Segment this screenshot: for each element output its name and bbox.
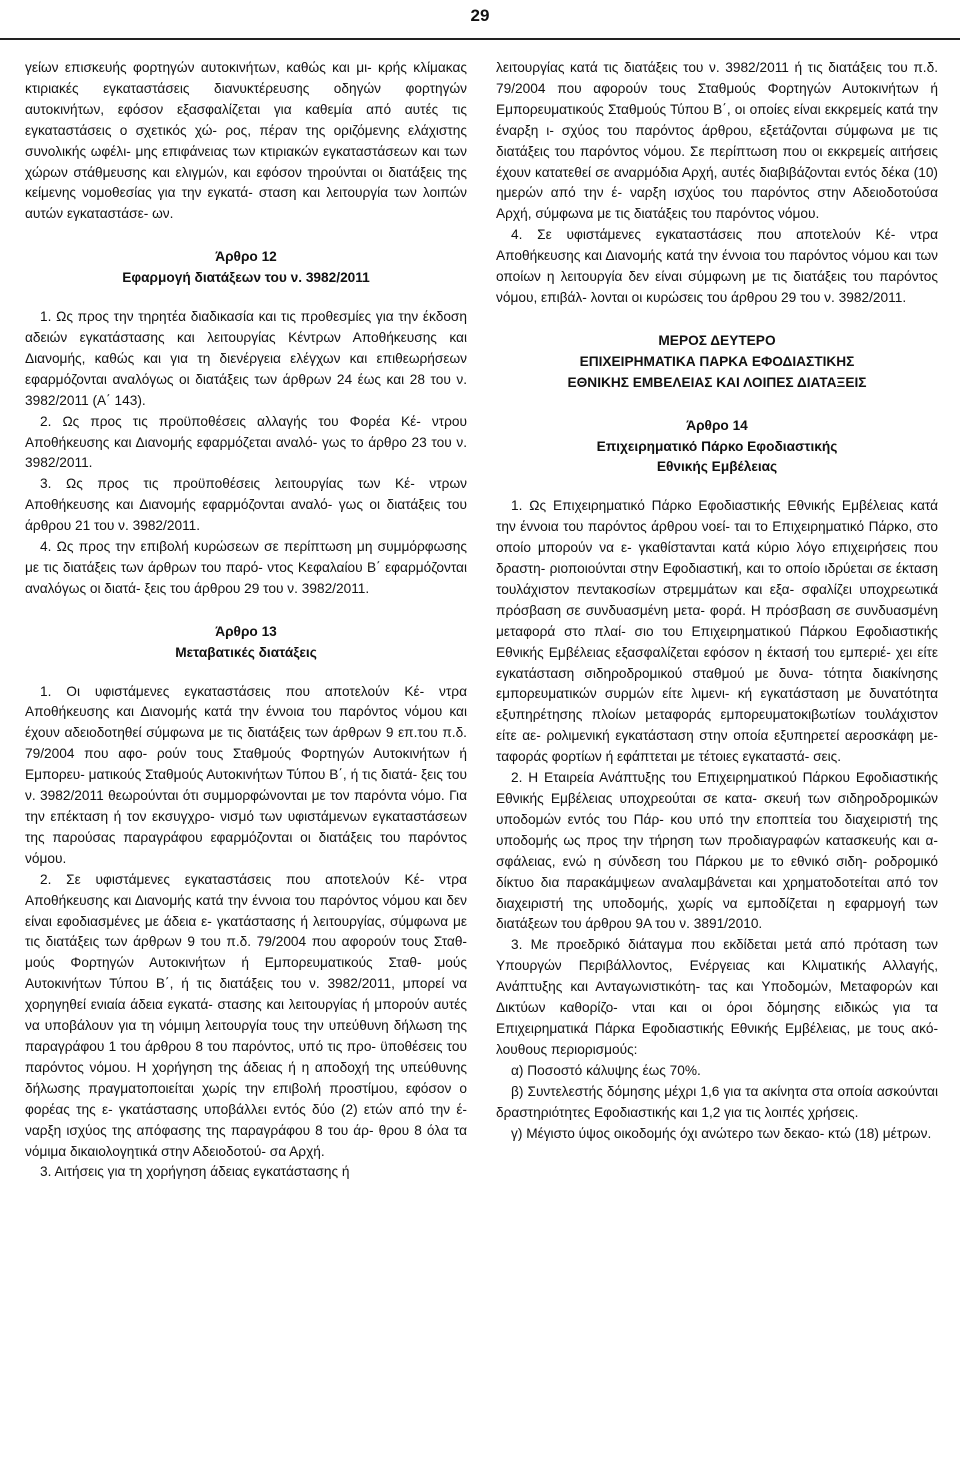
article-13-paragraph-2: 2. Σε υφιστάμενες εγκαταστάσεις που αποτελούν Κέ- ντρα Αποθήκευσης και Διανομής κατά την έννοια του παρόντος νόμου και δεν είναι εφοδιασμένες με άδεια ε- γκατάστασης ή λειτουργίας, σύμφωνα με τις διατάξεις των άρθρων 9 του π.δ. 79/2004 που αφορούν τους Σταθ- μούς Φορτηγών Αυτοκινήτων ή Εμπορευματικούς Σταθ- μούς Αυτοκινήτων Τύπου Β΄, ή τις διατάξεις του ν. 3982/2011, μπορεί να χορηγηθεί ενιαία άδεια εγκατά- στασης και λειτουργίας ή μπορούν αυτές να υποβάλουν για τη νόμιμη λειτουργία τους την υπεύθυνη δήλωση της παραγράφου 1 του άρθρου 8 του παρόντος, υπό τις προ- ϋποθέσεις του παρόντος νόμου. Η χορήγηση της άδειας ή η αποδοχή της υπεύθυνης δήλωσης πραγματοποιείται χωρίς την επιβολή προστίμου, εφόσον ο φορέας της ε- γκατάστασης υποβάλλει εντός δύο (2) ετών από την έ- ναρξη ισχύος της απόφασης της παραγράφου 8 του άρ- θρου 8 όλα τα νόμιμα δικαιολογητικά στην Αδειοδοτού- σα Αρχή. xyxy=(25,871,467,1159)
article-12-paragraph-3: 3. Ως προς τις προϋποθέσεις λειτουργίας των Κέ- ντρων Αποθήκευσης και Διανομής εφαρμόζονται αναλό- γως οι διατάξεις του άρθρου 21 του ν. 3982/2011. xyxy=(25,476,467,534)
page-header xyxy=(0,0,960,40)
right-column xyxy=(496,58,938,1144)
article-13-paragraph-1: 1. Οι υφιστάμενες εγκαταστάσεις που αποτελούν Κέ- ντρα Αποθήκευσης και Διανομής κατά την έννοια του παρόντος νόμου και έχουν αδειοδοτηθεί σύμφωνα με τις διατάξεις των άρθρων 9 επ.του π.δ. 79/2004 που αφο- ρούν τους Σταθμούς Φορτηγών Αυτοκινήτων ή Εμπορευ- ματικούς Σταθμούς Αυτοκινήτων Τύπου Β΄, ή τις διατά- ξεις του ν. 3982/2011 θεωρούνται ότι συμμορφώνονται με τον παρόντα νόμο. Για την επέκταση ή τον εκσυγχρο- νισμό των υφιστάμενων εγκαταστάσεων της παρούσας παραγράφου εφαρμόζονται οι διατάξεις του παρόντος νόμου. xyxy=(25,683,467,866)
intro-paragraph: γείων επισκευής φορτηγών αυτοκινήτων, καθώς και μι- κρής κλίμακας κτιριακές εγκαταστάσεις διανυκτέρευσης οδηγών φορτηγών αυτοκινήτων, εφόσον εξασφαλίζεται για καθεμία από αυτές τις εγκαταστάσεις ο σχετικός χώ- ρος, πέραν της οριζόμενης ελάχιστης συνολικής ωφέλι- μης επιφάνειας των κτιριακών εγκαταστάσεων και των χώρων στάθμευσης και ελιγμών, και εφόσον τηρούνται οι διατάξεις της κείμενης νομοθεσίας για την εγκατά- σταση και λειτουργία των λοιπών αυτών εγκαταστάσε- ων. xyxy=(25,60,467,222)
header-rule xyxy=(0,38,960,40)
article-14-title: Άρθρο 14 xyxy=(686,417,748,433)
article-14-item-c: γ) Μέγιστο ύψος οικοδομής όχι ανώτερο των δεκαο- κτώ (18) μέτρων. xyxy=(511,1125,932,1141)
article-14-paragraph-2: 2. Η Εταιρεία Ανάπτυξης του Επιχειρηματικού Πάρκου Εφοδιαστικής Εθνικής Εμβέλειας υποχρεούται σε κατα- σκευή των σιδηροδρομικών υποδομών εντός του Πάρ- κου υπό την εποπτεία του διαχειριστή της υποδομής ως προς την τήρηση των προδιαγραφών κατασκευής και α- σφάλειας, ενώ η σύνδεση του Πάρκου με το εθνικό σιδη- ροδρομικό δίκτυο δια παρακάμψεων αναλαμβάνεται και χρηματοδοτείται από τον διαχειριστή της υποδομής, χωρίς να εμποδίζεται η εφαρμογή των διατάξεων του άρθρου 9Α του ν. 3891/2010. xyxy=(496,770,938,932)
article-14-item-a: α) Ποσοστό κάλυψης έως 70%. xyxy=(511,1062,701,1078)
left-column xyxy=(25,58,467,1183)
page-number: 29 xyxy=(470,6,490,25)
article-13-paragraph-3: 3. Αιτήσεις για τη χορήγηση άδειας εγκατάστασης ή xyxy=(40,1164,350,1180)
part-title: ΜΕΡΟΣ ΔΕΥΤΕΡΟ xyxy=(658,332,776,348)
article-12-title: Άρθρο 12 xyxy=(215,249,277,265)
article-14-paragraph-3: 3. Με προεδρικό διάταγμα που εκδίδεται μετά από πρόταση των Υπουργών Περιβάλλοντος, Ενέργειας και Κλιματικής Αλλαγής, Ανάπτυξης και Ανταγωνιστικότη- τας και Υποδομών, Μεταφορών και Δικτύων καθορίζο- νται και οι όροι δόμησης ειδικώς για τα Επιχειρηματικά Πάρκα Εφοδιαστικής Εθνικής Εμβέλειας, με τους ακό- λουθους περιορισμούς: xyxy=(496,937,938,1057)
article-14-subtitle-2: Εθνικής Εμβέλειας xyxy=(656,459,778,475)
article-12-paragraph-4: 4. Ως προς την επιβολή κυρώσεων σε περίπτωση μη συμμόρφωσης με τις διατάξεις των άρθρων του παρό- ντος Κεφαλαίου Β΄ εφαρμόζονται αναλόγως οι διατά- ξεις του άρθρου 29 του ν. 3982/2011. xyxy=(25,539,467,596)
article-14-subtitle-1: Επιχειρηματικό Πάρκο Εφοδιαστικής xyxy=(596,438,838,454)
part-heading-line-3: ΕΘΝΙΚΗΣ ΕΜΒΕΛΕΙΑΣ ΚΑΙ ΛΟΙΠΕΣ ΔΙΑΤΑΞΕΙΣ xyxy=(567,374,867,390)
article-13-paragraph-3-continued: λειτουργίας κατά τις διατάξεις του ν. 3982/2011 ή τις διατάξεις του π.δ. 79/2004 που αφορούν τους Σταθμούς Φορτηγών Αυτοκινήτων ή Εμπορευματικούς Σταθμούς Τύπου Β΄, οι οποίες είναι εκκρεμείς κατά την έναρξη ι- σχύος του παρόντος άρθρου, εξετάζονται σύμφωνα με τις διατάξεις του παρόντος νόμου. Σε περίπτωση που οι εκκρεμείς αιτήσεις έχουν κατατεθεί σε αναρμόδια Αρχή, αυτές διαβιβάζονται εντός δέκα (10) ημερών από την έ- ναρξη ισχύος του παρόντος στην Αδειοδοτούσα Αρχή, σύμφωνα με τις διατάξεις του παρόντος νόμου. xyxy=(496,60,938,222)
article-12-paragraph-1: 1. Ως προς την τηρητέα διαδικασία και τις προθεσμίες για την έκδοση αδειών εγκατάστασης και λειτουργίας Κέντρων Αποθήκευσης και Διανομής, καθώς και για τη διενέργεια ελέγχων και επιθεωρήσεων εφαρμόζονται αναλόγως οι διατάξεις των άρθρων 24 έως και 28 του ν. 3982/2011 (Α΄ 143). xyxy=(25,309,467,408)
article-14-item-b: β) Συντελεστής δόμησης μέχρι 1,6 για τα ακίνητα στα οποία ασκούνται δραστηριότητες Εφοδιαστικής και 1,2 για τις λοιπές χρήσεις. xyxy=(496,1083,938,1120)
article-12-paragraph-2: 2. Ως προς τις προϋποθέσεις αλλαγής του Φορέα Κέ- ντρου Αποθήκευσης και Διανομής εφαρμόζεται αναλό- γως το άρθρο 23 του ν. 3982/2011. xyxy=(25,413,467,471)
article-13-paragraph-4: 4. Σε υφιστάμενες εγκαταστάσεις που αποτελούν Κέ- ντρα Αποθήκευσης και Διανομής κατά την έννοια του παρόντος νόμου και των οποίων η λειτουργία δεν είναι σύμφωνη με τις διατάξεις του παρόντος νόμου, επιβάλ- λονται οι κυρώσεις του άρθρου 29 του ν. 3982/2011. xyxy=(496,227,938,305)
part-heading-line-2: ΕΠΙΧΕΙΡΗΜΑΤΙΚΑ ΠΑΡΚΑ ΕΦΟΔΙΑΣΤΙΚΗΣ xyxy=(579,353,855,369)
article-13-subtitle: Μεταβατικές διατάξεις xyxy=(175,644,317,660)
article-14-paragraph-1: 1. Ως Επιχειρηματικό Πάρκο Εφοδιαστικής Εθνικής Εμβέλειας κατά την έννοια του παρόντος άρθρου νοεί- ται το Επιχειρηματικό Πάρκο, στο οποίο μπορούν να ε- γκαθίστανται κατά κύριο λόγο επιχειρήσεις που δραστη- ριοποιούνται στην Εφοδιαστική, και το οποίο ιδρύεται σε έκταση τουλάχιστον πεντακοσίων στρεμμάτων και εξα- σφαλίζει υποχρεωτικά πρόσβαση σε συνδυασμένη μετα- φορά. Η πρόσβαση σε συνδυασμένη μεταφορά στο πλαί- σιο του Επιχειρηματικού Πάρκου Εφοδιαστικής Εθνικής Εμβέλειας εξασφαλίζεται εφόσον η έκτασή του εμπεριέ- χει είτε εγκατάσταση σιδηροδρομικού σταθμού με δυνα- τότητα διακίνησης εμπορευματικών συρμών είτε λιμενι- κή εγκατάσταση με δυνατότητα εξυπηρέτησης πλοίων μεταφοράς εμπορευματοκιβωτίων τουλάχιστον είτε αε- ρολιμενική εγκατάσταση στην οποία εξυπηρετεί αεροσκάφη με- ταφοράς φορτίων ή εφάπτεται με τέτοιες εγκαταστά- σεις. xyxy=(496,498,938,765)
article-13-title: Άρθρο 13 xyxy=(215,623,277,639)
article-12-subtitle: Εφαρμογή διατάξεων του ν. 3982/2011 xyxy=(122,270,370,286)
